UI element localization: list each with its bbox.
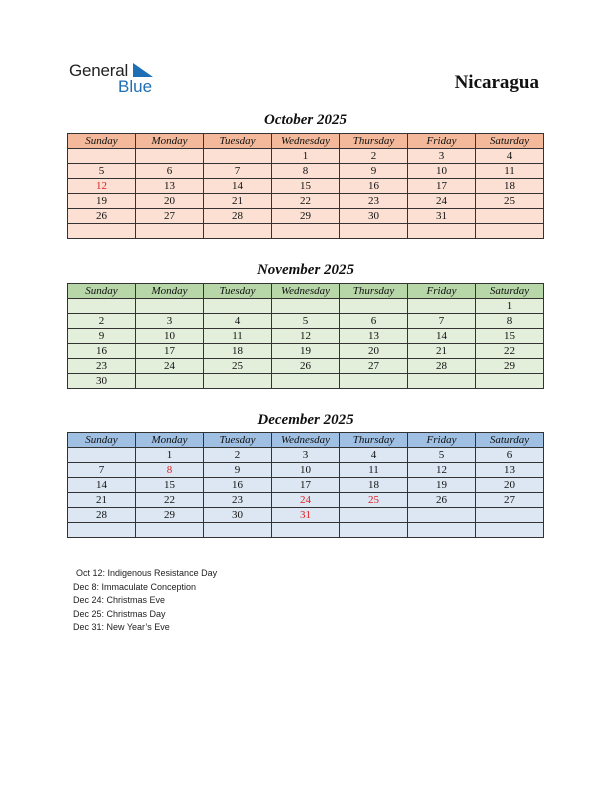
day-cell: 28 [408,359,476,374]
holiday-day-cell: 12 [68,179,136,194]
weekday-header: Saturday [476,284,544,299]
day-cell: 16 [68,344,136,359]
holiday-list [73,567,217,635]
day-cell: 29 [476,359,544,374]
week-row [68,149,544,164]
day-cell: 30 [68,374,136,389]
day-cell: 7 [68,463,136,478]
holiday-day-cell: 24 [272,493,340,508]
holiday-day-cell: 25 [340,493,408,508]
day-cell: 6 [340,314,408,329]
day-cell [68,224,136,239]
logo [69,61,169,97]
day-cell [204,374,272,389]
day-cell [476,209,544,224]
weekday-header: Monday [136,433,204,448]
day-cell [408,523,476,538]
logo-word-blue: Blue [118,77,153,96]
day-cell: 22 [476,344,544,359]
day-cell: 24 [136,359,204,374]
weekday-header-row [68,134,544,149]
weekday-header: Sunday [68,433,136,448]
day-cell: 26 [272,359,340,374]
day-cell: 15 [272,179,340,194]
weekday-header: Wednesday [272,433,340,448]
week-row [68,194,544,209]
day-cell [476,523,544,538]
weekday-header: Sunday [68,134,136,149]
day-cell: 14 [204,179,272,194]
holiday-list-item: Dec 31: New Year’s Eve [73,622,170,632]
day-cell [136,523,204,538]
day-cell: 25 [476,194,544,209]
week-row [68,314,544,329]
weekday-header: Thursday [340,134,408,149]
month-title-november: November 2025 [256,262,355,278]
day-cell [204,224,272,239]
day-cell: 15 [136,478,204,493]
day-cell: 9 [340,164,408,179]
day-cell: 31 [408,209,476,224]
holiday-list-item: Dec 8: Immaculate Conception [73,581,197,592]
day-cell [408,224,476,239]
day-cell: 7 [204,164,272,179]
weekday-header: Thursday [340,284,408,299]
day-cell [476,224,544,239]
day-cell: 28 [68,508,136,523]
day-cell: 29 [136,508,204,523]
day-cell: 26 [68,209,136,224]
day-cell: 18 [476,179,544,194]
day-cell: 19 [272,344,340,359]
day-cell: 29 [272,209,340,224]
day-cell: 18 [340,478,408,493]
day-cell: 12 [408,463,476,478]
day-cell: 13 [476,463,544,478]
day-cell [204,299,272,314]
logo-triangle-icon [133,63,153,77]
holiday-day-cell: 31 [272,508,340,523]
day-cell: 6 [136,164,204,179]
day-cell: 24 [408,194,476,209]
day-cell [272,374,340,389]
holiday-list-item: Oct 12: Indigenous Resistance Day [76,568,218,578]
day-cell: 10 [272,463,340,478]
week-row [68,374,544,389]
weekday-header: Sunday [68,284,136,299]
weekday-header: Friday [408,134,476,149]
day-cell: 25 [204,359,272,374]
week-row [68,523,544,538]
holiday-list-item: Dec 24: Christmas Eve [73,595,166,605]
holiday-list-item: Dec 25: Christmas Day [73,608,166,619]
day-cell: 13 [136,179,204,194]
day-cell: 27 [476,493,544,508]
day-cell [476,508,544,523]
day-cell [136,149,204,164]
day-cell [272,299,340,314]
day-cell: 17 [272,478,340,493]
day-cell [136,374,204,389]
day-cell [272,523,340,538]
day-cell [340,374,408,389]
week-row [68,224,544,239]
day-cell [340,299,408,314]
day-cell: 23 [340,194,408,209]
day-cell: 4 [476,149,544,164]
weekday-header: Tuesday [204,284,272,299]
day-cell: 1 [476,299,544,314]
day-cell: 3 [272,448,340,463]
day-cell [68,299,136,314]
weekday-header: Thursday [340,433,408,448]
day-cell: 3 [136,314,204,329]
day-cell: 20 [476,478,544,493]
day-cell: 5 [408,448,476,463]
week-row [68,508,544,523]
day-cell: 5 [68,164,136,179]
day-cell [68,523,136,538]
weekday-header: Friday [408,433,476,448]
day-cell: 16 [204,478,272,493]
day-cell: 1 [136,448,204,463]
day-cell: 19 [68,194,136,209]
day-cell: 23 [204,493,272,508]
day-cell: 10 [136,329,204,344]
day-cell: 17 [136,344,204,359]
day-cell: 2 [204,448,272,463]
day-cell: 15 [476,329,544,344]
day-cell [136,299,204,314]
day-cell: 11 [204,329,272,344]
day-cell: 30 [204,508,272,523]
day-cell: 11 [340,463,408,478]
weekday-header: Saturday [476,134,544,149]
month-title-december: December 2025 [257,412,354,428]
weekday-header: Saturday [476,433,544,448]
week-row [68,179,544,194]
day-cell: 5 [272,314,340,329]
day-cell: 17 [408,179,476,194]
day-cell: 26 [408,493,476,508]
day-cell: 28 [204,209,272,224]
day-cell: 19 [408,478,476,493]
day-cell: 14 [408,329,476,344]
day-cell: 8 [272,164,340,179]
day-cell: 21 [204,194,272,209]
day-cell [204,149,272,164]
day-cell: 27 [340,359,408,374]
day-cell: 22 [136,493,204,508]
week-row [68,299,544,314]
day-cell: 7 [408,314,476,329]
week-row [68,329,544,344]
week-row [68,209,544,224]
day-cell: 13 [340,329,408,344]
day-cell [204,523,272,538]
day-cell [340,508,408,523]
day-cell: 2 [68,314,136,329]
weekday-header: Friday [408,284,476,299]
week-row [68,359,544,374]
day-cell: 12 [272,329,340,344]
week-row [68,448,544,463]
day-cell [340,224,408,239]
day-cell: 3 [408,149,476,164]
weekday-header-row [68,284,544,299]
day-cell: 16 [340,179,408,194]
day-cell [476,374,544,389]
day-cell: 6 [476,448,544,463]
day-cell [68,448,136,463]
holiday-day-cell: 8 [136,463,204,478]
weekday-header: Tuesday [204,134,272,149]
weekday-header: Monday [136,284,204,299]
day-cell: 21 [68,493,136,508]
day-cell: 20 [340,344,408,359]
day-cell [408,299,476,314]
day-cell: 10 [408,164,476,179]
day-cell: 18 [204,344,272,359]
calendar-october [67,133,544,239]
calendar-december [67,432,544,538]
day-cell: 2 [340,149,408,164]
week-row [68,344,544,359]
day-cell: 4 [204,314,272,329]
day-cell: 30 [340,209,408,224]
country-title: Nicaragua [454,72,539,93]
day-cell [408,374,476,389]
day-cell: 21 [408,344,476,359]
weekday-header: Monday [136,134,204,149]
day-cell [136,224,204,239]
day-cell: 4 [340,448,408,463]
weekday-header-row [68,433,544,448]
week-row [68,493,544,508]
week-row [68,164,544,179]
day-cell [68,149,136,164]
day-cell: 9 [68,329,136,344]
day-cell: 9 [204,463,272,478]
day-cell: 1 [272,149,340,164]
weekday-header: Wednesday [272,134,340,149]
logo-word-general: General [69,61,129,80]
calendar-november [67,283,544,389]
weekday-header: Wednesday [272,284,340,299]
day-cell: 22 [272,194,340,209]
week-row [68,463,544,478]
day-cell: 8 [476,314,544,329]
day-cell: 27 [136,209,204,224]
day-cell: 11 [476,164,544,179]
day-cell [408,508,476,523]
day-cell: 14 [68,478,136,493]
day-cell [272,224,340,239]
month-title-october: October 2025 [264,112,347,128]
week-row [68,478,544,493]
day-cell [340,523,408,538]
day-cell: 23 [68,359,136,374]
day-cell: 20 [136,194,204,209]
weekday-header: Tuesday [204,433,272,448]
